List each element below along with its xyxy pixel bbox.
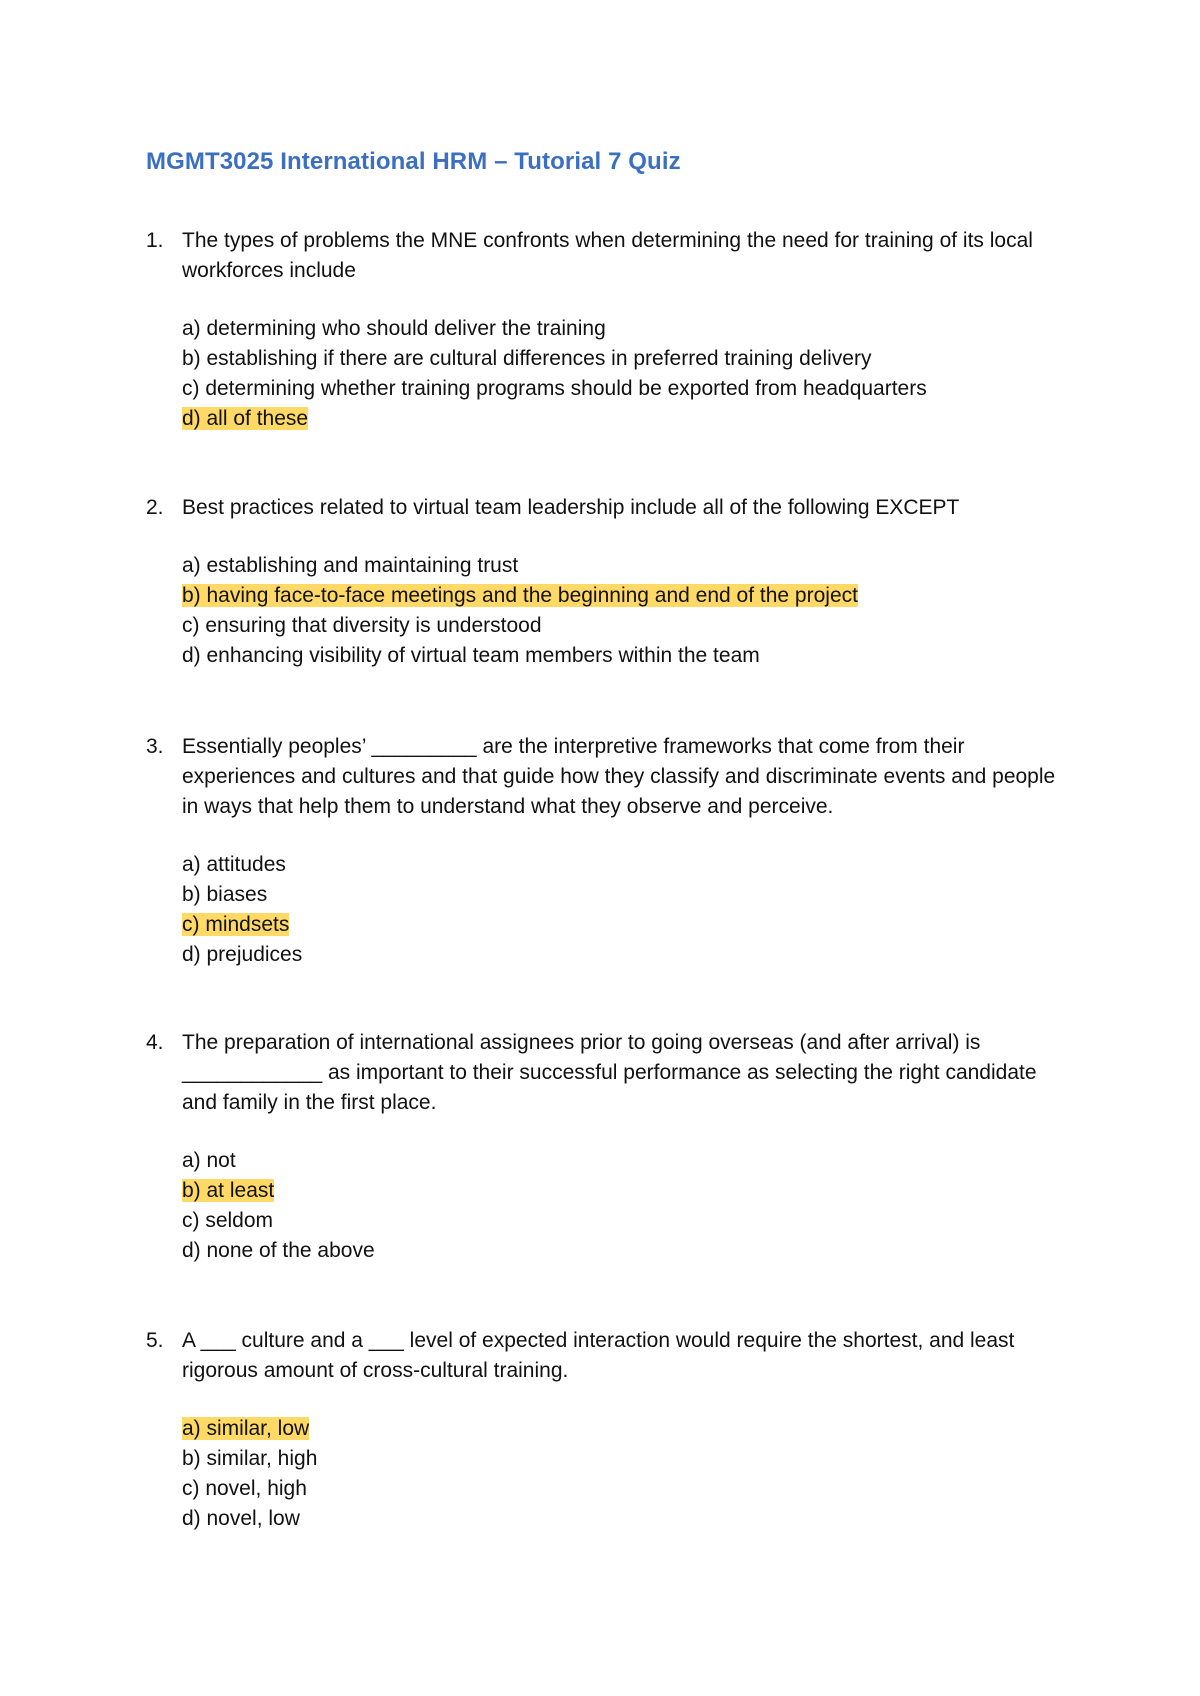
option-a bbox=[182, 1146, 1076, 1176]
option-text: c) seldom bbox=[182, 1209, 274, 1232]
option-d bbox=[182, 1504, 1076, 1534]
option-text: b) establishing if there are cultural differences in preferred training delivery bbox=[182, 347, 872, 370]
option-list bbox=[182, 314, 1076, 434]
option-d bbox=[182, 940, 1076, 970]
option-c bbox=[182, 910, 1076, 940]
option-a bbox=[182, 850, 1076, 880]
option-text: a) not bbox=[182, 1149, 236, 1172]
highlighted-answer: a) similar, low bbox=[182, 1417, 310, 1440]
question-number: 2. bbox=[146, 496, 164, 519]
option-text: c) ensuring that diversity is understood bbox=[182, 614, 542, 637]
option-b bbox=[182, 1176, 1076, 1206]
option-c bbox=[182, 374, 1076, 404]
highlighted-answer: c) mindsets bbox=[182, 913, 290, 936]
highlighted-answer: b) at least bbox=[182, 1179, 275, 1202]
option-text: d) none of the above bbox=[182, 1239, 375, 1262]
option-text: a) establishing and maintaining trust bbox=[182, 554, 519, 577]
option-text: a) attitudes bbox=[182, 853, 286, 876]
option-list bbox=[182, 850, 1076, 970]
option-text: b) biases bbox=[182, 883, 268, 906]
question-text: The types of problems the MNE confronts when determining the need for training of its local workforces include bbox=[182, 229, 1033, 282]
question-number: 5. bbox=[146, 1329, 164, 1352]
option-b bbox=[182, 344, 1076, 374]
option-c bbox=[182, 1206, 1076, 1236]
option-b bbox=[182, 581, 1076, 611]
question-1 bbox=[146, 226, 1076, 434]
question-number: 1. bbox=[146, 229, 164, 252]
option-d bbox=[182, 641, 1076, 671]
option-text: d) enhancing visibility of virtual team members within the team bbox=[182, 644, 760, 667]
question-5 bbox=[146, 1326, 1076, 1534]
option-a bbox=[182, 314, 1076, 344]
question-text: Essentially peoples’ _________ are the interpretive frameworks that come from their experiences and cultures and that guide how they classify and discriminate events and people in ways that help them to understand what they observe and perceive. bbox=[182, 735, 1056, 818]
option-text: d) prejudices bbox=[182, 943, 303, 966]
option-text: a) determining who should deliver the training bbox=[182, 317, 606, 340]
option-d bbox=[182, 1236, 1076, 1266]
option-c bbox=[182, 1474, 1076, 1504]
question-2 bbox=[146, 493, 1076, 671]
question-text: The preparation of international assignees prior to going overseas (and after arrival) is ____________ as important to their successful performance as selecting the right candidate and family in the first place. bbox=[182, 1031, 1037, 1114]
option-list bbox=[182, 1146, 1076, 1266]
highlighted-answer: d) all of these bbox=[182, 407, 309, 430]
option-list bbox=[182, 551, 1076, 671]
option-d bbox=[182, 404, 1076, 434]
option-c bbox=[182, 611, 1076, 641]
question-number: 3. bbox=[146, 735, 164, 758]
option-text: c) determining whether training programs should be exported from headquarters bbox=[182, 377, 927, 400]
option-list bbox=[182, 1414, 1076, 1534]
option-text: c) novel, high bbox=[182, 1477, 307, 1500]
option-text: b) similar, high bbox=[182, 1447, 318, 1470]
highlighted-answer: b) having face-to-face meetings and the beginning and end of the project bbox=[182, 584, 858, 607]
option-a bbox=[182, 551, 1076, 581]
option-b bbox=[182, 1444, 1076, 1474]
question-number: 4. bbox=[146, 1031, 164, 1054]
question-4 bbox=[146, 1028, 1076, 1266]
option-b bbox=[182, 880, 1076, 910]
question-text: Best practices related to virtual team leadership include all of the following EXCEPT bbox=[182, 496, 960, 519]
option-text: d) novel, low bbox=[182, 1507, 300, 1530]
question-3 bbox=[146, 732, 1076, 970]
question-text: A ___ culture and a ___ level of expected interaction would require the shortest, and least rigorous amount of cross-cultural training. bbox=[182, 1329, 1015, 1382]
option-a bbox=[182, 1414, 1076, 1444]
page-title: MGMT3025 International HRM – Tutorial 7 Quiz bbox=[146, 148, 681, 175]
